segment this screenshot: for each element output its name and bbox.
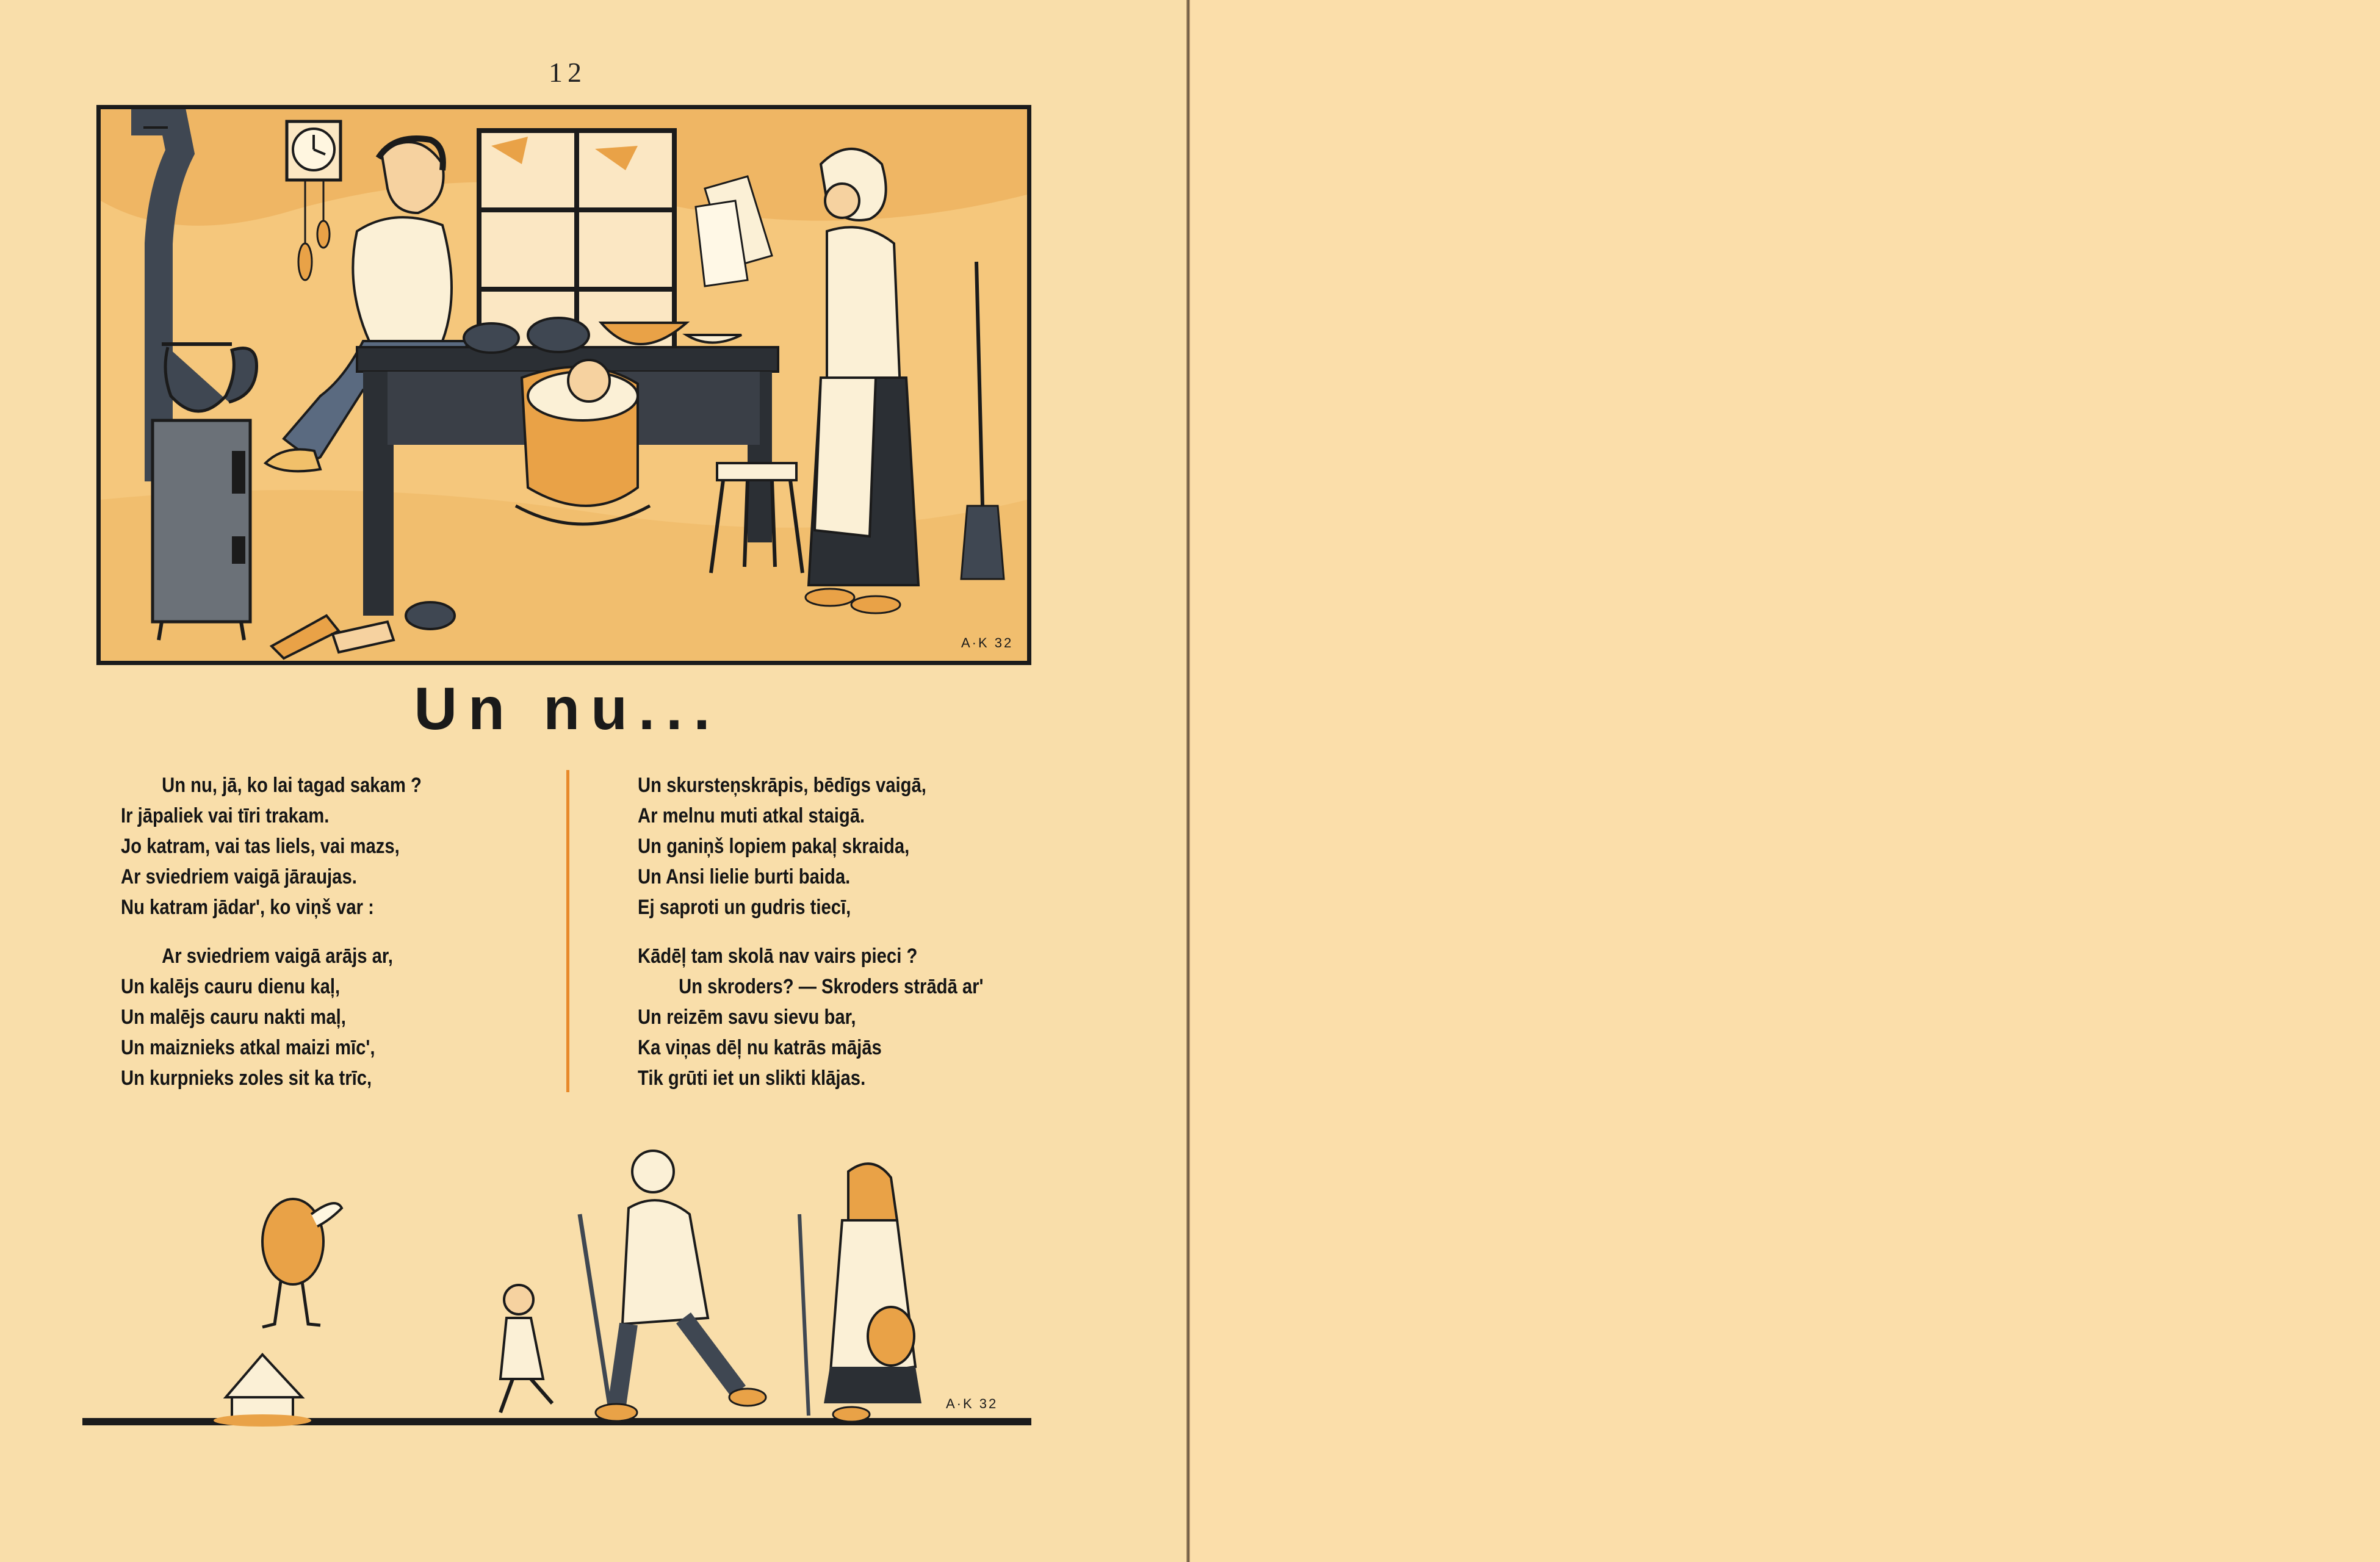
poem-line: Un skroders? — Skroders strādā ar' — [679, 975, 984, 998]
poem-line: Tik grūti iet un slikti klājas. — [638, 1067, 866, 1090]
poem-line: Ar sviedriem vaigā arājs ar, — [162, 945, 393, 968]
page-number: 12 — [549, 57, 586, 88]
poem-column-right — [638, 770, 983, 1093]
poem-line: Un skursteņskrāpis, bēdīgs vaigā, — [638, 774, 926, 797]
stanza-break — [638, 923, 983, 941]
poem-line: Ir jāpaliek vai tīri trakam. — [121, 804, 330, 827]
poem-line: Ar melnu muti atkal staigā. — [638, 804, 865, 827]
poem-line: Un Ansi lielie burti baida. — [638, 865, 851, 888]
kitchen-illustration-art — [101, 109, 1027, 661]
poem-line: Ej saproti un gudris tiecī, — [638, 896, 851, 919]
poem-line: Nu katram jādar', ko viņš var : — [121, 896, 374, 919]
bottom-illustration — [79, 1135, 1037, 1440]
bottom-illustration-art — [79, 1135, 1037, 1440]
poem-column-left — [121, 770, 422, 1093]
bottom-signature: A·K 32 — [946, 1396, 998, 1411]
poem-line: Un maiznieks atkal maizi mīc', — [121, 1036, 375, 1059]
poem-line: Un malējs cauru nakti maļ, — [121, 1006, 346, 1029]
poem-line: Ka viņas dēļ nu katrās mājās — [638, 1036, 882, 1059]
poem-line: Jo katram, vai tas liels, vai mazs, — [121, 835, 400, 858]
left-page — [0, 0, 1186, 1562]
poem-title: Un nu... — [414, 675, 721, 742]
kitchen-illustration — [96, 105, 1031, 665]
poem-line: Un kurpnieks zoles sit ka trīc, — [121, 1067, 372, 1090]
illustration-signature: A·K 32 — [961, 635, 1014, 650]
poem-line: Un nu, jā, ko lai tagad sakam ? — [162, 774, 422, 797]
poem-line: Kādēļ tam skolā nav vairs pieci ? — [638, 945, 918, 968]
right-page-blank — [1190, 0, 2380, 1562]
stanza-break — [121, 923, 422, 941]
poem-line: Un reizēm savu sievu bar, — [638, 1006, 856, 1029]
column-divider — [566, 770, 569, 1092]
poem-line: Un kalējs cauru dienu kaļ, — [121, 975, 341, 998]
poem-line: Un ganiņš lopiem pakaļ skraida, — [638, 835, 910, 858]
poem-line: Ar sviedriem vaigā jāraujas. — [121, 865, 357, 888]
